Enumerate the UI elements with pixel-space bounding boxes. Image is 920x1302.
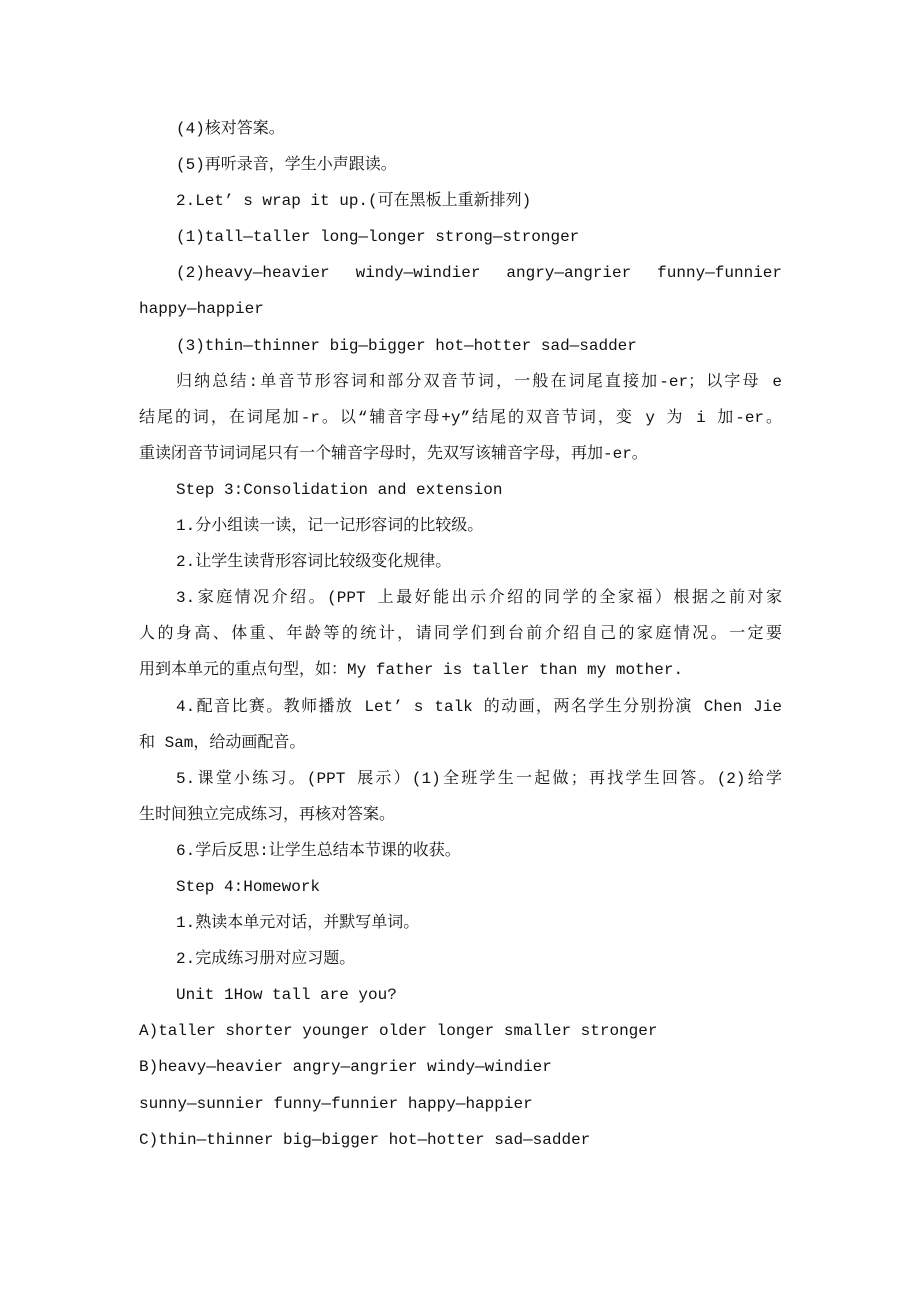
document-body (139, 111, 782, 1158)
text-line: 重读闭音节词词尾只有一个辅音字母时，先双写该辅音字母，再加-er。 (139, 444, 648, 463)
text-line: B)heavy—heavier angry—angrier windy—windier (139, 1058, 552, 1077)
text-line: (3)thin—thinner big—bigger hot—hotter sad—sadder (176, 336, 637, 355)
text-line: 4.配音比赛。教师播放 Let’ s talk 的动画，两名学生分别扮演 Chen Jie (176, 697, 782, 716)
text-line: 人的身高、体重、年龄等的统计，请同学们到台前介绍自己的家庭情况。一定要 (139, 625, 782, 644)
text-line: (4)核对答案。 (176, 120, 285, 138)
section-heading: Step 3:Consolidation and extension (176, 480, 503, 499)
text-line: (5)再听录音，学生小声跟读。 (176, 156, 397, 175)
text-line: 2.让学生读背形容词比较级变化规律。 (176, 553, 452, 572)
text-line: 归纳总结:单音节形容词和部分双音节词，一般在词尾直接加-er；以字母 e (176, 372, 782, 391)
text-line: 1.分小组读一读，记一记形容词的比较级。 (176, 517, 484, 536)
text-line: (2)heavy—heavier windy—windier angry—angrier funny—funnier (176, 264, 782, 283)
section-heading: Step 4:Homework (176, 877, 321, 896)
text-line: 6.学后反思:让学生总结本节课的收获。 (176, 841, 461, 860)
text-line: 5.课堂小练习。(PPT 展示）(1)全班学生一起做；再找学生回答。(2)给学 (176, 769, 782, 788)
text-line: happy—happier (139, 300, 264, 319)
text-line: 2.Let’ s wrap it up.(可在黑板上重新排列) (176, 192, 532, 211)
text-line: 2.完成练习册对应习题。 (176, 950, 356, 969)
text-line: 1.熟读本单元对话，并默写单词。 (176, 914, 420, 933)
text-line: C)thin—thinner big—bigger hot—hotter sad—sadder (139, 1130, 591, 1149)
text-line: (1)tall—taller long—longer strong—stronger (176, 228, 580, 247)
text-line: sunny—sunnier funny—funnier happy—happier (139, 1094, 533, 1113)
text-line: A)taller shorter younger older longer smaller stronger (139, 1022, 658, 1041)
text-line: 和 Sam，给动画配音。 (139, 733, 306, 752)
text-line: 3.家庭情况介绍。(PPT 上最好能出示介绍的同学的全家福）根据之前对家 (176, 589, 782, 608)
text-line: 生时间独立完成练习，再核对答案。 (139, 805, 396, 824)
text-line: 结尾的词，在词尾加-r。以“辅音字母+y”结尾的双音节词，变 y 为 i 加-er。 (139, 408, 782, 427)
text-line: 用到本单元的重点句型，如：My father is taller than my mother. (139, 661, 684, 680)
unit-title: Unit 1How tall are you? (176, 986, 397, 1005)
